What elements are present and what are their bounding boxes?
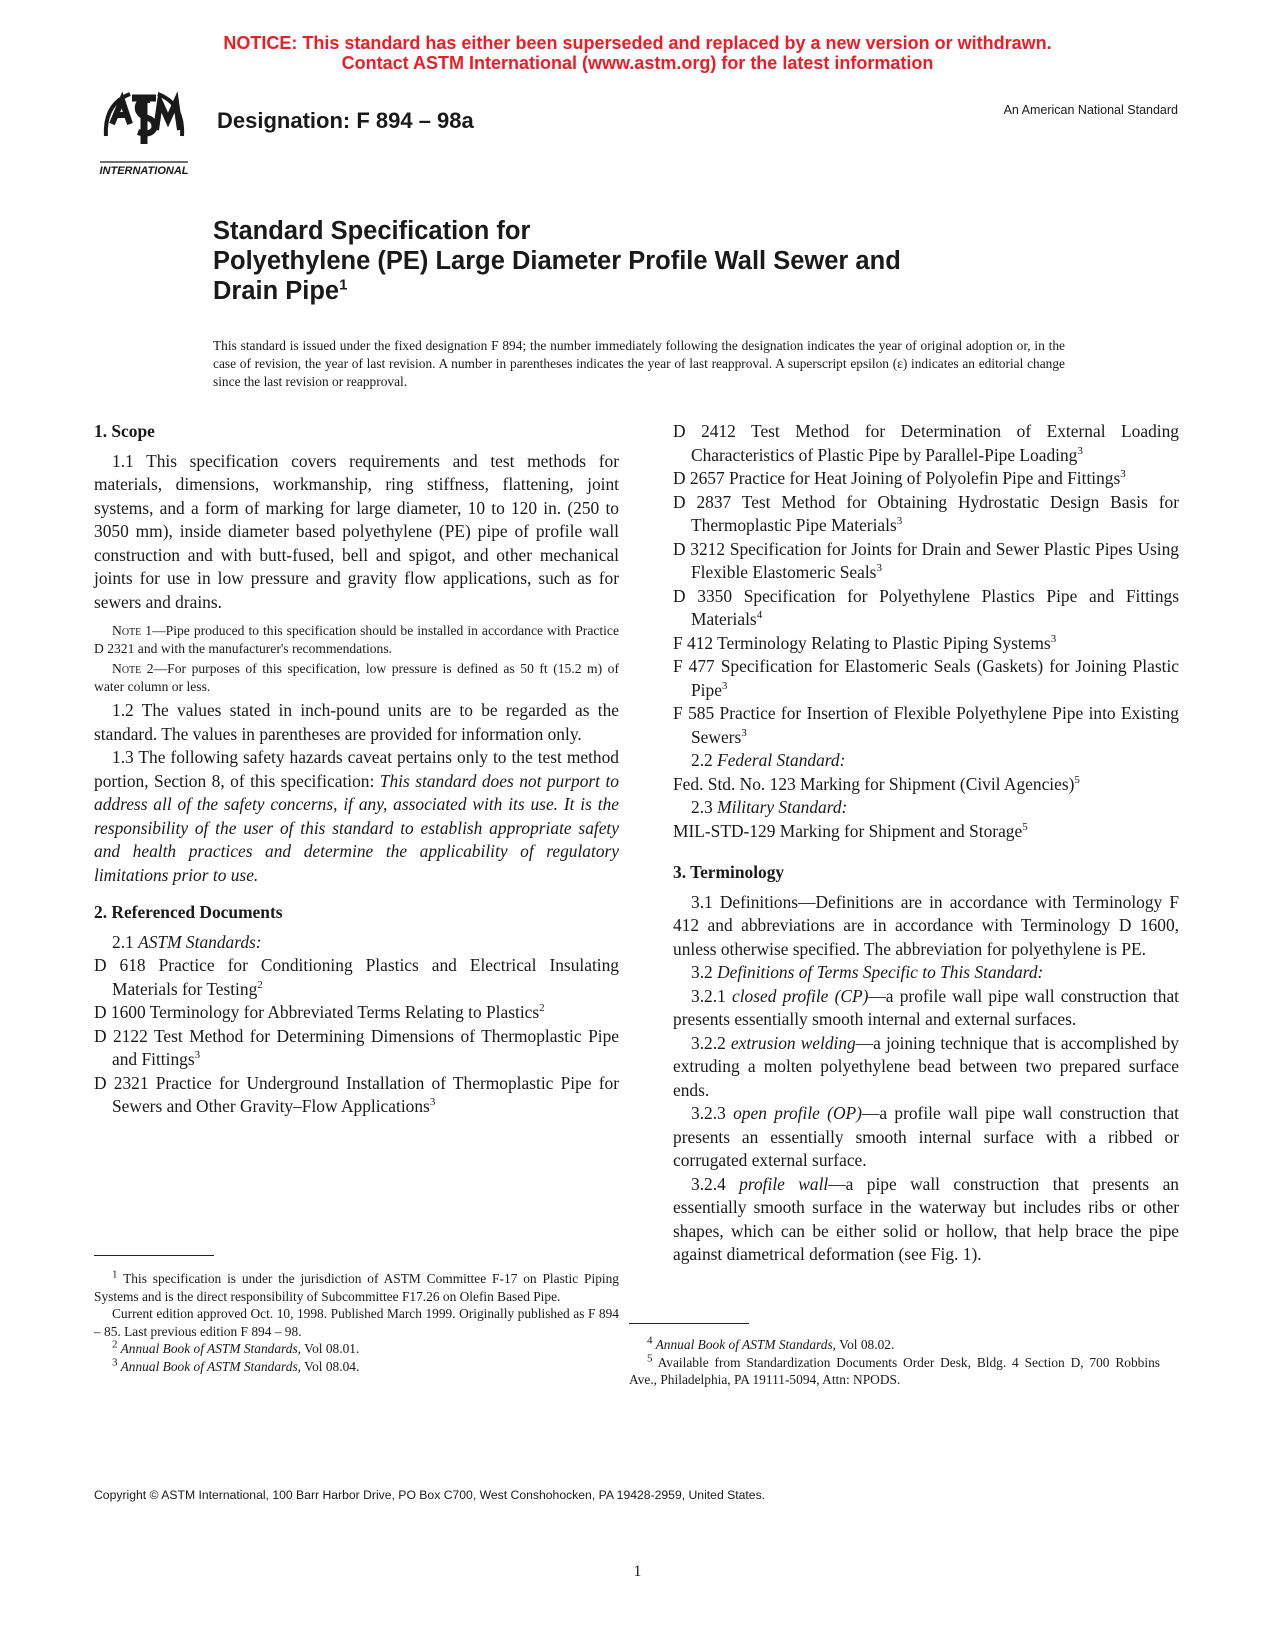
definition-term: extrusion welding — [730, 1032, 856, 1053]
definition-num: 3.2.1 — [691, 985, 732, 1006]
reference-sup: 2 — [539, 1002, 545, 1015]
reference-text: D 2412 Test Method for Determination of External Loading Characteristics of Plastic Pipe by Parallel-Pipe Loading — [673, 421, 1179, 465]
reference-sup: 3 — [1050, 632, 1057, 645]
reference-item — [673, 420, 1179, 467]
military-standard-text: MIL-STD-129 Marking for Shipment and Storage — [673, 820, 1023, 841]
reference-item — [673, 655, 1179, 702]
reference-text: D 2657 Practice for Heat Joining of Polyolefin Pipe and Fittings — [673, 468, 1121, 488]
footnote-2-vol: , Vol 08.01. — [297, 1341, 360, 1356]
definition-num: 3.2.2 — [691, 1032, 731, 1053]
notice-line-2: Contact ASTM International (www.astm.org) for the latest information — [341, 53, 934, 73]
reference-item — [673, 632, 1179, 656]
issuance-paragraph: This standard is issued under the fixed designation F 894; the number immediately following the designation indicates the year of original adoption or, in the case of revision, the year of last revision. A number in parentheses indicates the year of last reapproval. A superscript epsilon (ε) indicates an editorial change since the last revision or reapproval. — [213, 338, 1065, 389]
reference-sup: 3 — [896, 515, 903, 528]
superseded-notice — [0, 33, 1275, 73]
reference-item — [673, 538, 1179, 585]
footnote-4-marker: 4 — [647, 1334, 653, 1347]
footnote-1-text: This specification is under the jurisdiction of ASTM Committee F-17 on Plastic Piping Systems and is the direct responsibility of Subcommittee F17.26 on Olefin Based Pipe. — [94, 1271, 619, 1304]
left-column — [94, 420, 619, 1119]
designation: Designation: F 894 – 98a — [217, 108, 474, 133]
title-line-3 — [213, 276, 901, 306]
para-2-2-label: Federal Standard: — [717, 750, 846, 770]
definition-term: profile wall — [739, 1173, 829, 1194]
reference-text: D 3212 Specification for Joints for Drain and Sewer Plastic Pipes Using Flexible Elastomeric Seals — [673, 538, 1179, 582]
para-2-2-num: 2.2 — [691, 750, 718, 770]
title-footnote-ref: 1 — [339, 276, 348, 294]
reference-item — [94, 1025, 619, 1072]
reference-item — [94, 1001, 619, 1025]
military-standard-sup: 5 — [1022, 820, 1028, 833]
reference-item — [673, 585, 1179, 632]
reference-sup: 3 — [721, 679, 728, 692]
note-1-text: —Pipe produced to this specification should be installed in accordance with Practice D 2321 and with the manufacturer's recommendations. — [94, 623, 620, 656]
section-1-heading: 1. Scope — [94, 421, 155, 441]
footnote-4-title: Annual Book of ASTM Standards — [652, 1337, 833, 1352]
reference-text: D 2122 Test Method for Determining Dimensions of Thermoplastic Pipe and Fittings — [94, 1025, 619, 1069]
reference-sup: 3 — [1077, 444, 1083, 457]
federal-standard-ref — [673, 773, 1179, 797]
footnotes-right — [629, 1336, 1160, 1389]
para-2-3-label: Military Standard: — [717, 797, 848, 817]
footnote-4-vol: , Vol 08.02. — [832, 1337, 895, 1352]
definition-item — [673, 1173, 1179, 1267]
para-1-2: 1.2 The values stated in inch-pound units are to be regarded as the standard. The values in parentheses are provided for information only. — [94, 700, 619, 744]
definition-text: —a pipe wall construction that presents an essentially smooth surface in the waterway but includes ribs or other shapes, which can be either solid or hollow, that help brace the pipe against diametrical deformation (see Fig. 1). — [673, 1173, 1179, 1264]
reference-sup: 3 — [876, 562, 882, 575]
page-number: 1 — [633, 1563, 642, 1580]
para-2-1-num: 2.1 — [112, 931, 139, 952]
note-1 — [94, 622, 619, 657]
copyright: Copyright © ASTM International, 100 Barr Harbor Drive, PO Box C700, West Conshohocken, PA 19428-2959, United States. — [94, 1488, 766, 1502]
reference-text: D 3350 Specification for Polyethylene Plastics Pipe and Fittings Materials — [673, 585, 1179, 629]
reference-text: D 618 Practice for Conditioning Plastics and Electrical Insulating Materials for Testing — [94, 955, 619, 999]
para-3-2-num: 3.2 — [691, 962, 718, 982]
reference-sup: 3 — [1120, 468, 1126, 481]
section-2-heading: 2. Referenced Documents — [94, 902, 283, 922]
reference-text: F 477 Specification for Elastomeric Seals (Gaskets) for Joining Plastic Pipe — [673, 656, 1179, 700]
footnote-5-marker: 5 — [647, 1352, 653, 1365]
reference-text: D 2837 Test Method for Obtaining Hydrostatic Design Basis for Thermoplastic Pipe Materials — [673, 491, 1179, 535]
definition-text: —a joining technique that is accomplished by extruding a molten polyethylene bead between two prepared surface ends. — [673, 1032, 1179, 1100]
para-3-2-label: Definitions of Terms Specific to This Standard: — [717, 962, 1044, 982]
para-1-3 — [94, 746, 619, 887]
reference-item — [673, 702, 1179, 749]
reference-sup: 4 — [756, 609, 763, 622]
military-standard-ref — [673, 820, 1179, 844]
para-2-1-label: ASTM Standards: — [138, 931, 262, 952]
right-column — [673, 420, 1179, 1267]
para-2-2 — [673, 749, 1179, 773]
para-1-3-text: 1.3 The following safety hazards caveat pertains only to the test method portion, Section 8, of this specification: — [94, 747, 619, 791]
footnote-3-vol: , Vol 08.04. — [297, 1358, 360, 1374]
reference-sup: 3 — [741, 726, 747, 739]
definition-num: 3.2.3 — [691, 1103, 734, 1123]
title-line-2: Polyethylene (PE) Large Diameter Profile Wall Sewer and — [213, 247, 901, 275]
note-2 — [94, 660, 619, 695]
footnote-1-edition: Current edition approved Oct. 10, 1998. Published March 1999. Originally published as F 894 – 85. Last previous edition F 894 – 98. — [94, 1306, 619, 1339]
para-2-1 — [94, 931, 619, 955]
federal-standard-sup: 5 — [1074, 773, 1080, 786]
definition-term: closed profile (CP) — [732, 985, 869, 1006]
notice-line-1: NOTICE: This standard has either been superseded and replaced by a new version or withdrawn. — [223, 33, 1052, 53]
note-2-text: —For purposes of this specification, low pressure is defined as 50 ft (15.2 m) of water column or less. — [94, 661, 619, 694]
reference-item — [94, 1072, 619, 1119]
reference-text: F 585 Practice for Insertion of Flexible Polyethylene Pipe into Existing Sewers — [673, 703, 1179, 747]
para-2-3 — [673, 796, 1179, 820]
astm-logo-icon — [92, 84, 196, 180]
para-3-2 — [673, 961, 1179, 985]
footnote-3 — [94, 1358, 619, 1376]
reference-text: D 2321 Practice for Underground Installation of Thermoplastic Pipe for Sewers and Other Gravity–Flow Applications — [94, 1072, 619, 1116]
note-1-label: Note 1 — [112, 623, 153, 638]
definition-item — [673, 1102, 1179, 1173]
reference-sup: 3 — [429, 1096, 436, 1109]
footnotes-left — [94, 1270, 619, 1375]
definition-num: 3.2.4 — [691, 1173, 740, 1194]
american-national-standard: An American National Standard — [1003, 103, 1178, 117]
footnote-3-title: Annual Book of ASTM Standards — [117, 1358, 298, 1374]
definition-item — [673, 985, 1179, 1032]
footnote-5-text: Available from Standardization Documents Order Desk, Bldg. 4 Section D, 700 Robbins Ave., Philadelphia, PA 19111-5094, Attn: NPODS. — [629, 1354, 1160, 1387]
definition-text: —a profile wall pipe wall construction that presents essentially smooth internal and external surfaces. — [673, 985, 1179, 1029]
footnote-rule-left — [94, 1255, 214, 1256]
definition-item — [673, 1032, 1179, 1103]
para-2-3-num: 2.3 — [691, 797, 718, 817]
footnote-3-marker: 3 — [112, 1356, 118, 1369]
title-line-3-text: Drain Pipe — [213, 277, 340, 305]
logo-text: INTERNATIONAL — [99, 165, 189, 177]
section-3-heading: 3. Terminology — [673, 862, 785, 882]
document-title — [213, 216, 901, 306]
astm-logo — [92, 84, 196, 180]
reference-item — [94, 954, 619, 1001]
para-3-1: 3.1 Definitions—Definitions are in accordance with Terminology F 412 and abbreviations are in accordance with Terminology D 1600, unless otherwise specified. The abbreviation for polyethylene is PE. — [673, 891, 1179, 959]
footnote-5 — [629, 1354, 1160, 1389]
safety-caveat: This standard does not purport to address all of the safety concerns, if any, associated with its use. It is the responsibility of the user of this standard to establish appropriate safety and health practices and determine the applicability of regulatory limitations prior to use. — [94, 770, 619, 885]
reference-item — [673, 467, 1179, 491]
reference-text: F 412 Terminology Relating to Plastic Piping Systems — [673, 632, 1051, 653]
reference-text: D 1600 Terminology for Abbreviated Terms Relating to Plastics — [94, 1002, 540, 1022]
footnote-1-marker: 1 — [112, 1268, 118, 1281]
reference-item — [673, 491, 1179, 538]
footnote-1 — [94, 1270, 619, 1305]
footnote-2-title: Annual Book of ASTM Standards — [117, 1341, 298, 1356]
footnote-2 — [94, 1340, 619, 1358]
federal-standard-text: Fed. Std. No. 123 Marking for Shipment (Civil Agencies) — [673, 773, 1075, 794]
para-1-1: 1.1 This specification covers requirements and test methods for materials, dimensions, workmanship, ring stiffness, flattening, joint systems, and a form of marking for large diameter, 10 to 120 in. (250 to 3050 mm), inside diameter based polyethylene (PE) pipe of profile wall construction and with butt-fused, bell and spigot, and other mechanical joints for use in low pressure and gravity flow applications, such as for sewers and drains. — [94, 450, 619, 612]
reference-sup: 3 — [194, 1049, 201, 1062]
footnote-4 — [629, 1336, 1160, 1354]
definition-term: open profile (OP) — [733, 1103, 862, 1123]
definition-text: —a profile wall pipe wall construction that presents an essentially smooth internal surface with a ribbed or corrugated external surface. — [673, 1103, 1179, 1170]
title-line-1: Standard Specification for — [213, 217, 531, 245]
footnote-2-marker: 2 — [112, 1338, 118, 1351]
note-2-label: Note 2 — [112, 661, 154, 676]
footnote-rule-right — [629, 1323, 749, 1324]
reference-sup: 2 — [257, 978, 263, 991]
